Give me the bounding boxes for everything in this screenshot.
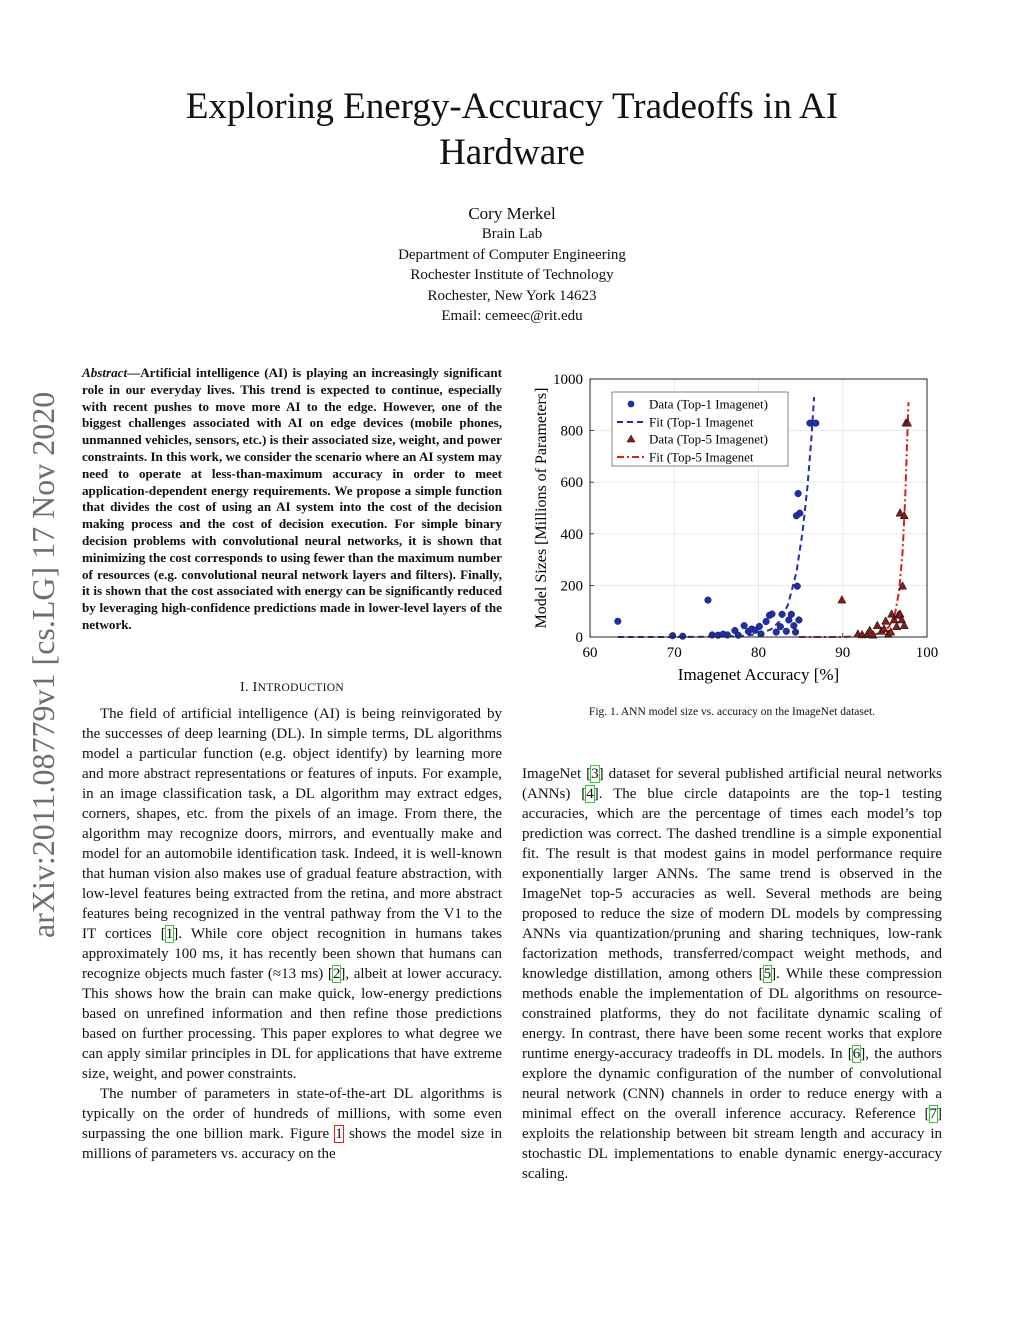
figure-link-1[interactable]: 1 (335, 1126, 343, 1142)
data-point-top1 (756, 623, 763, 630)
section-number: I. (240, 680, 249, 695)
fit-line-top5 (799, 402, 909, 637)
author-lab: Brain Lab (481, 226, 543, 242)
section-initial: I (252, 680, 258, 695)
citation-link-6[interactable]: 6 (852, 1046, 861, 1062)
data-point-top1 (705, 597, 712, 604)
y-axis-label: Model Sizes [Millions of Parameters] (533, 387, 550, 629)
data-point-top5 (882, 617, 890, 625)
x-axis-label: Imagenet Accuracy [%] (677, 665, 840, 684)
section-heading-introduction (82, 680, 502, 696)
x-tick-label: 90 (835, 645, 851, 661)
intro-p1-part-a: The field of artificial intelligence (AI) is being reinvigorated by the successes of deep learning (DL). In simple terms, DL algorithms model a particular function (e.g. object identify) by learning more and more abstract representations or features of inputs. For example, in an image classification task, a DL algorithm may extract edges, corners, shapes, etc. from the pixels of an image. From there, the algorithm may recognize doors, mirrors, and eventually make and model for an automobile identification task. Indeed, it is well-known that human vision also makes use of gradual feature abstraction, with low-level features being extracted from the retina, and more abstract features being recognized in the ventral pathway from the V1 to the IT cortices (82, 706, 502, 942)
y-tick-label: 800 (560, 423, 583, 440)
data-point-top1 (791, 622, 798, 629)
data-point-top1 (783, 628, 790, 635)
data-point-top1 (615, 618, 622, 625)
x-tick-label: 80 (751, 645, 766, 661)
right-part-d: . While these compression methods enable the implementation of DL algorithms on resource-constrained platforms, they do not facilitate dynamic scaling of energy. In contrast, there have been some recent works that explore runtime energy-accuracy tradeoffs in DL models. In (522, 966, 942, 1062)
data-point-top1 (763, 618, 770, 625)
right-part-a: ImageNet (522, 766, 587, 782)
citation-link-1[interactable]: 1 (165, 926, 174, 942)
x-tick-label: 60 (582, 645, 598, 661)
legend-label-top1-data: Data (Top-1 Imagenet) (649, 396, 768, 412)
right-part-f: exploits the relationship between bit stream length and accuracy in stochastic DL implementations to enable dynamic energy-accuracy scaling. (522, 1126, 942, 1182)
y-tick-label: 200 (560, 578, 583, 595)
author-block (262, 203, 762, 327)
figure-1 (525, 362, 955, 692)
paper-title: Exploring Energy-Accuracy Tradeoffs in AI Hardware (185, 86, 839, 173)
data-point-top1 (788, 611, 795, 618)
data-point-top5 (838, 596, 846, 604)
x-tick-label: 70 (666, 645, 682, 661)
citation-link-2[interactable]: 2 (332, 966, 341, 982)
legend-label-top5-fit: Fit (Top-5 Imagenet (649, 449, 754, 465)
right-column-body (522, 764, 942, 1184)
data-point-top1 (794, 583, 801, 590)
data-point-top1 (779, 611, 786, 618)
legend-marker-top1-data (628, 401, 635, 408)
author-department: Department of Computer Engineering (398, 246, 626, 263)
data-point-top5 (893, 622, 901, 630)
arxiv-stamp: arXiv:2011.08779v1 [cs.LG] 17 Nov 2020 (25, 391, 61, 938)
data-point-top1 (669, 632, 676, 639)
data-point-top1 (735, 632, 742, 639)
legend-label-top1-fit: Fit (Top-1 Imagenet (649, 414, 754, 430)
right-part-e: , the authors explore the dynamic configuration of the number of convolutional neural network (CNN) channels in order to reduce energy with a minimal effect on the overall inference accuracy. Reference (522, 1046, 942, 1122)
y-tick-label: 0 (575, 630, 583, 646)
legend-label-top5-data: Data (Top-5 Imagenet) (649, 431, 768, 447)
citation-link-5[interactable]: 5 (763, 966, 772, 982)
abstract-text: —Artificial intelligence (AI) is playing an increasingly significant role in our everyday lives. This trend is expected to continue, especially with recent pushes to move more AI to the edge. However, one of the biggest challenges associated with AI on edge devices (mobile phones, unmanned vehicles, sensors, etc.) is their associated size, weight, and power constraints. In this work, we consider the scenario where an AI system may need to operate at less-than-maximum accuracy in order to meet application-dependent energy requirements. We propose a simple function that divides the cost of using an AI system into the cost of the decision making process and the cost of decision execution. For simple binary decision problems with convolutional neural networks, it is shown that minimizing the cost corresponds to using fewer than the maximum number of resources (e.g. convolutional neural network layers and filters). Finally, it is shown that the cost associated with energy can be significantly reduced by leveraging high-confidence predictions made in lower-level layers of the network. (82, 365, 502, 632)
x-tick-label: 100 (915, 645, 939, 661)
intro-p1-part-b: . While core object recognition in humans takes approximately 100 ms, it has recently been shown that humans can recognize objects much faster (≈13 ms) (82, 926, 502, 982)
intro-paragraph-1: The field of artificial intelligence (AI) is being reinvigorated by the successes of deep learning (DL). In simple terms, DL algorithms model a particular function (e.g. object identify) by learning more and more abstract representations or features of inputs. For example, in an image classification task, a DL algorithm may extract edges, corners, shapes, etc. from the pixels of an image. From there, the algorithm may recognize doors, mirrors, and eventually make and model for an automobile identification task. Indeed, it is well-known that human vision also makes use of gradual feature abstraction, with low-level features being extracted from the retina, and more abstract features being recognized in the ventral pathway from the V1 to the IT cortices [1]. While core object recognition in humans takes approximately 100 ms, it has recently been shown that humans can recognize objects much faster (≈13 ms) [2], albeit at lower accuracy. This shows how the brain can make quick, low-energy predictions based on unrefined information and then refine those predictions based on further processing. This paper explores to what degree we can apply similar principles in DL for applications that have extreme size, weight, and power constraints. (82, 706, 502, 1082)
figure-caption: Fig. 1. ANN model size vs. accuracy on the ImageNet dataset. (588, 706, 876, 718)
data-point-top5 (873, 621, 881, 629)
author-location: Rochester, New York 14623 (427, 287, 597, 304)
data-point-top1 (679, 633, 686, 640)
author-name: Cory Merkel (468, 204, 556, 223)
data-point-top1 (777, 623, 784, 630)
citation-link-3[interactable]: 3 (591, 766, 599, 782)
citation-link-7[interactable]: 7 (929, 1106, 937, 1122)
accuracy-vs-size-chart (525, 362, 955, 692)
right-paragraph-1: ImageNet [3] dataset for several published artificial neural networks (ANNs) [4]. The blue circle datapoints are the top-1 testing accuracies, which are the percentage of times each model’s top prediction was correct. The dashed trendline is a simple exponential fit. The result is that modest gains in model performance require exponentially larger ANNs. The same trend is observed in the ImageNet top-5 accuracies as well. Several methods are being proposed to reduce the size of modern DL models by compressing ANNs via quantization/pruning and sharing techniques, low-rank factorization methods, transferred/compact weight methods, and knowledge distillation, among others [5]. While these compression methods enable the implementation of DL algorithms on resource-constrained platforms, they do not facilitate dynamic scaling of energy. In contrast, there have been some recent works that explore runtime energy-accuracy tradeoffs in DL models. In [6], the authors explore the dynamic configuration of the number of convolutional neural network (CNN) channels in order to reduce energy with a minimal effect on the overall inference accuracy. Reference [7] exploits the relationship between bit stream length and accuracy in stochastic DL implementations to enable dynamic energy-accuracy scaling. (522, 766, 942, 1182)
data-point-top1 (795, 490, 802, 497)
intro-p2-part-a: The number of parameters in state-of-the-art DL algorithms is typically on the order of hundreds of millions, with some even surpassing the one billion mark. Figure (82, 1086, 502, 1142)
data-point-top1 (769, 611, 776, 618)
data-point-top1 (792, 629, 799, 636)
data-point-top1 (793, 512, 800, 519)
abstract-label: Abstract (82, 365, 128, 380)
intro-p1-part-c: , albeit at lower accuracy. This shows how the brain can make quick, low-energy predictions based on unrefined information and then refine those predictions based on further processing. This paper explores to what degree we can apply similar principles in DL for applications that have extreme size, weight, and power constraints. (82, 966, 502, 1082)
intro-p2-part-b: shows the model size in millions of parameters vs. accuracy on the (82, 1126, 502, 1162)
data-point-top1 (741, 622, 748, 629)
introduction-body (82, 704, 502, 1164)
data-point-top1 (807, 420, 814, 427)
section-title-rest: NTRODUCTION (257, 682, 344, 694)
data-point-top1 (773, 629, 780, 636)
chart-legend (612, 392, 788, 466)
citation-link-4[interactable]: 4 (586, 786, 594, 802)
y-tick-label: 600 (560, 475, 583, 492)
right-part-b: dataset for several published artificial neural networks (ANNs) (522, 766, 942, 802)
intro-paragraph-2 (82, 1084, 502, 1164)
right-part-c: . The blue circle datapoints are the top-1 testing accuracies, which are the percentage of times each model’s top prediction was correct. The dashed trendline is a simple exponential fit. The result is that modest gains in model performance require exponentially larger ANNs. The same trend is observed in the ImageNet top-5 accuracies as well. Several methods are being proposed to reduce the size of modern DL models by compressing ANNs via quantization/pruning and sharing techniques, low-rank factorization methods, transferred/compact weight methods, and knowledge distillation, among others (522, 786, 942, 982)
y-tick-label: 1000 (553, 372, 583, 388)
abstract (82, 365, 502, 634)
data-point-top1 (796, 617, 803, 624)
author-institute: Rochester Institute of Technology (410, 267, 614, 284)
author-email: Email: cemeec@rit.edu (441, 308, 583, 325)
y-tick-label: 400 (560, 526, 583, 543)
data-point-top1 (812, 420, 819, 427)
